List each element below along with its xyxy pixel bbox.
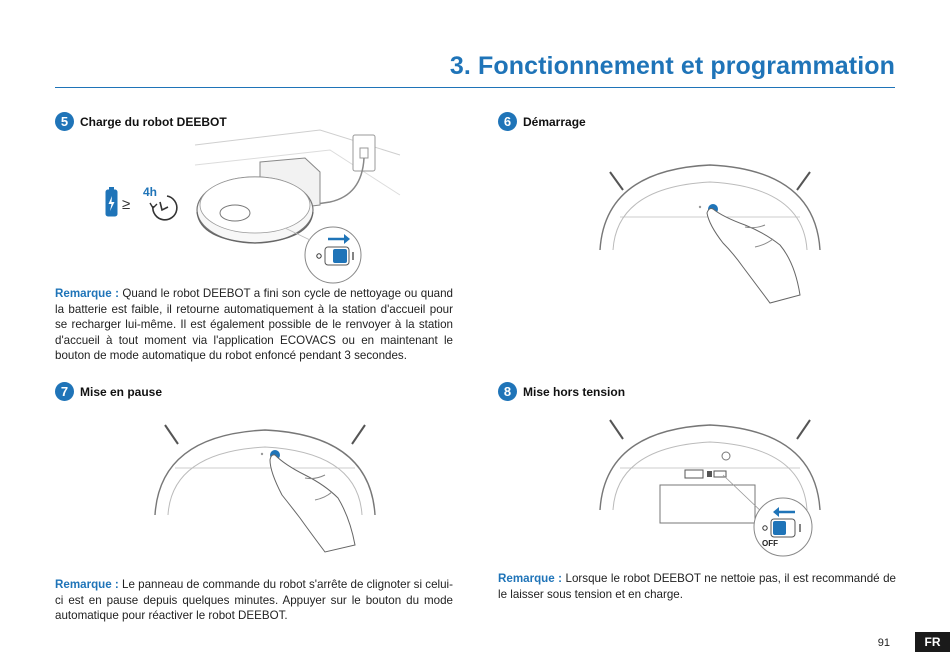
charge-time-label: 4h — [143, 185, 158, 199]
note-text: Quand le robot DEEBOT a fini son cycle de nettoyage ou quand la batterie est faible, il retourne automatiquement à la station d'accueil pour se recharger lui-même. Il est également possible de le renvoyer à la station d'accueil à tout moment via l'application ECOVACS ou en maintenant le bouton de mode automatique du robot enfoncé pendant 3 secondes. — [55, 287, 453, 362]
note-text: Le panneau de commande du robot s'arrête de clignoter si celui-ci est en pause depuis quelques minutes. Appuyer sur le bouton du mode automatique pour réactiver le robot DEEBOT. — [55, 578, 453, 622]
page-number: 91 — [877, 637, 890, 649]
step-7-header — [55, 382, 162, 401]
step-heading: Charge du robot DEEBOT — [80, 114, 227, 129]
language-tab: FR — [915, 632, 950, 652]
note-text: Lorsque le robot DEEBOT ne nettoie pas, il est recommandé de le laisser sous tension et en charge. — [498, 572, 896, 601]
clock-icon — [150, 196, 177, 220]
page-title: 3. Fonctionnement et programmation — [449, 52, 895, 80]
step-number-badge: 6 — [498, 112, 517, 131]
title-rule — [55, 87, 895, 88]
step-6-header — [498, 112, 586, 131]
note-step-8 — [498, 571, 896, 602]
step-number-badge: 7 — [55, 382, 74, 401]
step-8-header — [498, 382, 625, 401]
poweroff-illustration — [595, 415, 825, 565]
off-label: OFF — [762, 539, 778, 548]
step-heading: Démarrage — [523, 114, 586, 129]
step-number-badge: 5 — [55, 112, 74, 131]
start-illustration — [595, 155, 825, 315]
step-number-badge: 8 — [498, 382, 517, 401]
pause-illustration — [150, 420, 380, 580]
step-heading: Mise hors tension — [523, 384, 626, 399]
geq-symbol: ≥ — [122, 196, 131, 213]
note-step-5 — [55, 286, 453, 364]
charging-illustration — [100, 110, 440, 280]
battery-icon — [106, 187, 117, 216]
note-label: Remarque : — [55, 287, 119, 300]
note-label: Remarque : — [55, 578, 119, 591]
step-heading: Mise en pause — [80, 384, 163, 399]
note-label: Remarque : — [498, 572, 563, 585]
note-step-7 — [55, 577, 453, 624]
